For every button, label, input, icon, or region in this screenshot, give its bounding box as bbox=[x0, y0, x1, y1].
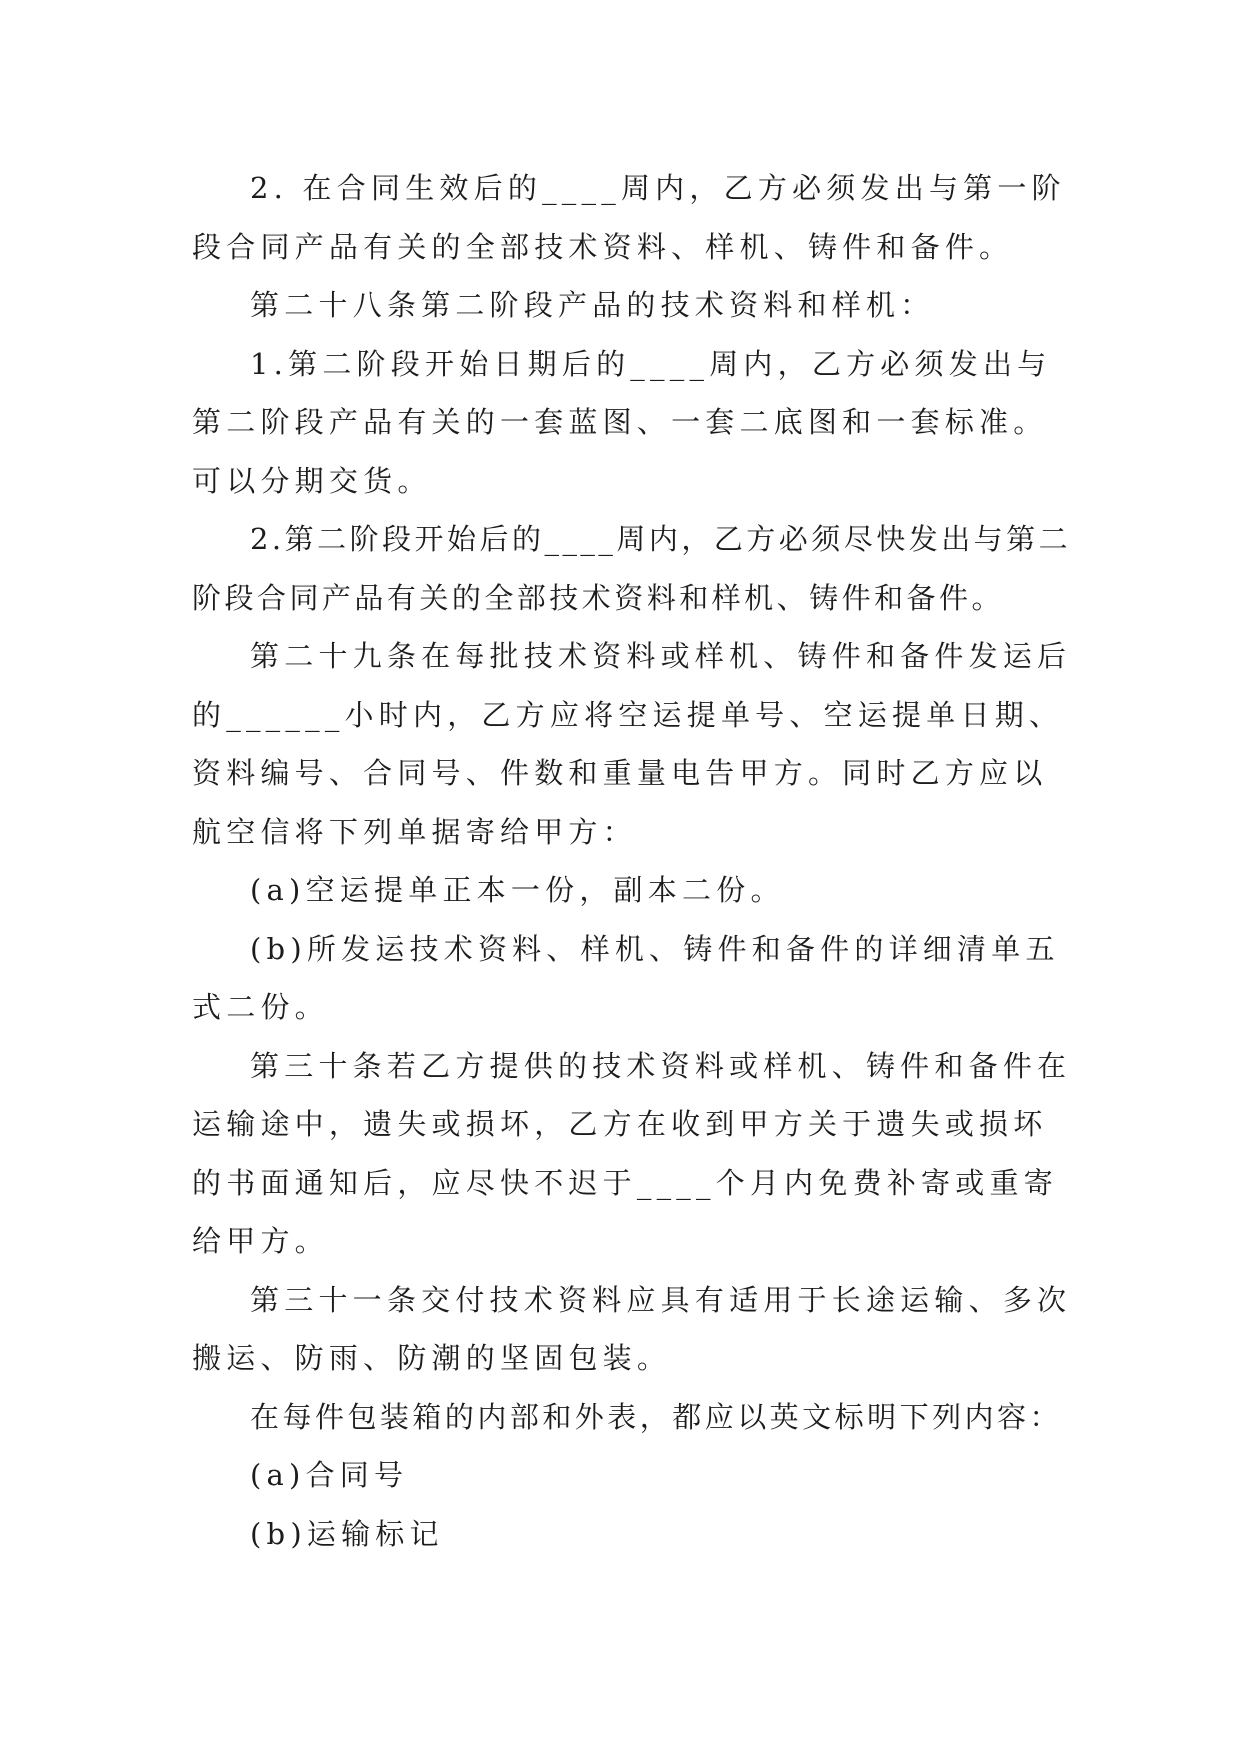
paragraph-marking-item-a: (a)合同号 bbox=[250, 1458, 409, 1492]
paragraph-article-31: 第三十一条交付技术资料应具有适用于长途运输、多次搬运、防雨、防潮的坚固包装。 bbox=[192, 1282, 1072, 1375]
paragraph-article-29-item-a: (a)空运提单正本一份，副本二份。 bbox=[250, 873, 785, 907]
paragraph-marking-item-b: (b)运输标记 bbox=[250, 1516, 444, 1551]
paragraph-article-28-item-2: 2.第二阶段开始后的____周内，乙方必须尽快发出与第二阶段合同产品有关的全部技术资料和样机、铸件和备件。 bbox=[192, 522, 1072, 615]
paragraph-article-29: 第二十九条在每批技术资料或样机、铸件和备件发运后的______小时内，乙方应将空运提单号、空运提单日期、资料编号、合同号、件数和重量电告甲方。同时乙方应以航空信将下列单据寄给甲方： bbox=[192, 639, 1072, 849]
paragraph-article-28-heading: 第二十八条第二阶段产品的技术资料和样机： bbox=[250, 288, 935, 322]
paragraph-article-29-item-b: (b)所发运技术资料、样机、铸件和备件的详细清单五式二份。 bbox=[192, 931, 1060, 1024]
paragraph-packaging-marking: 在每件包装箱的内部和外表，都应以英文标明下列内容： bbox=[250, 1399, 1063, 1434]
paragraph-article-30: 第三十条若乙方提供的技术资料或样机、铸件和备件在运输途中，遗失或损坏，乙方在收到甲方关于遗失或损坏的书面通知后，应尽快不迟于____个月内免费补寄或重寄给甲方。 bbox=[192, 1048, 1072, 1258]
paragraph-article-28-item-1: 1.第二阶段开始日期后的____周内，乙方必须发出与第二阶段产品有关的一套蓝图、一套二底图和一套标准。可以分期交货。 bbox=[192, 346, 1052, 498]
document-page bbox=[192, 159, 1072, 1563]
paragraph-clause-2-stage-one: 2. 在合同生效后的____周内，乙方必须发出与第一阶段合同产品有关的全部技术资料、样机、铸件和备件。 bbox=[192, 171, 1066, 264]
